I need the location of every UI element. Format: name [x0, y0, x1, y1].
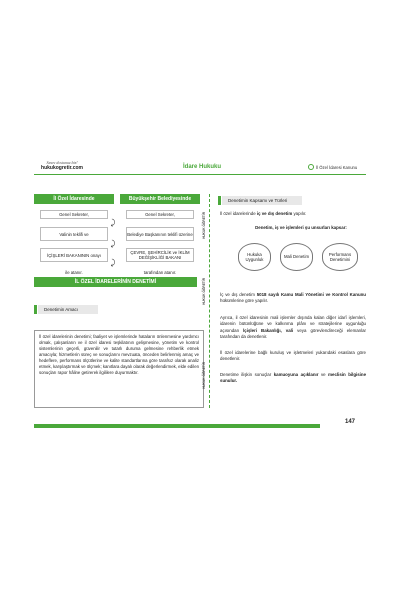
- scope-paragraph: [220, 211, 366, 217]
- logo-text: hukukogretir.com: [41, 165, 83, 171]
- text-bold: meclisin bilgisine sunulur.: [220, 372, 367, 384]
- logo: [34, 160, 90, 171]
- affiliates-paragraph: İl özel idarelerine bağlı kuruluş ve işletmeleri yukarıdaki esaslara göre denetlenir.: [220, 350, 366, 362]
- table-cell-left-2: [40, 227, 108, 241]
- column-divider: [209, 194, 210, 408]
- text: hükümlerine göre yapılır.: [220, 298, 269, 304]
- text: İl özel idarelerinde: [220, 211, 257, 216]
- curve-arrow-icon: ⤸: [110, 258, 116, 267]
- header-divider: [34, 174, 366, 175]
- page-number: 147: [345, 419, 356, 425]
- vertical-label: HUKUK ÖĞRETİR: [202, 278, 206, 305]
- text-bold: 5018 sayılı Kamu Mali Yönetimi ve Kontrol Kanunu: [256, 292, 366, 297]
- page-title: İdare Hukuku: [183, 164, 222, 170]
- sub-head-marker: [34, 305, 37, 314]
- logo-tagline: Sınav dostunuz biz!: [46, 160, 78, 165]
- sub-head-marker: [218, 196, 221, 205]
- curve-arrow-icon: ⤸: [110, 239, 116, 248]
- oval-item: Performans Denetimini: [322, 243, 358, 271]
- scope-heading: Denetim, iş ve işlemleri şu unsurları kapsar:: [255, 225, 347, 230]
- section-title: İL ÖZEL İDARELERİNİN DENETİMİ: [34, 277, 197, 287]
- vertical-label: HUKUK ÖĞRETİR: [202, 362, 206, 389]
- table-cell-left-2-text: Valinin teklifi ve: [59, 231, 89, 237]
- text-bold: İçişleri Bakanlığı, vali: [243, 327, 294, 333]
- text: ve: [318, 372, 329, 377]
- chapter-label-text: İl Özel İdaresi Kanunu: [316, 164, 358, 170]
- table-cell-right-3: ÇEVRE, ŞEHİRCİLİK ve İKLİM DEĞİŞİKLİĞİ BAKANI: [126, 248, 194, 262]
- text: Ayrıca, il özel idaresinin mali işlemler dışında kalan diğer idarî işlemleri, idarenin bütünlüğüne ve kalkınma plânı ve stratejilerine uygunluğu açısından: [220, 315, 366, 333]
- curve-arrow-icon: ⤸: [110, 218, 116, 227]
- purpose-box: İl özel idarelerinin denetimi; faaliyet ve işlemlerinde hataların önlenmesine yardımcı olmak, çalışanların ve il özel idaresi teşkilatının gelişmesine, yönetim ve kontrol sistemlerinin geçerli, güvenilir ve tutarlı duruma gelmesine rehberlik etmek amacıyla; hizmetlerin süreç ve sonuçlarını mevzuata, önceden belirlenmiş amaç ve hedeflere, performans ölçütlerine ve kalite standartlarına göre tarafsız olarak analiz etmek, karşılaştırmak ve ölçmek; kanıtlara dayalı olarak değerlendirmek, elde edilen sonuçları rapor hâline getirerek ilgililere duyurmaktır.: [34, 330, 204, 408]
- table-cell-right-4: tarafından atanır.: [126, 268, 194, 276]
- sub-head-right: Denetimin Kapsamı ve Türleri: [222, 196, 302, 205]
- text-bold: iç ve dış denetim: [256, 211, 293, 216]
- footer-bar: [34, 424, 320, 428]
- text: veya görevlendireceği elemanlar tarafından da denetlenir.: [220, 327, 366, 340]
- table-cell-left-3: İÇİŞLERİ BAKANININ onayı: [40, 248, 108, 262]
- chapter-label: [308, 164, 357, 170]
- table-head-left: İl Özel İdaresinde: [34, 194, 114, 204]
- oval-item: Mali Denetim: [280, 243, 313, 271]
- results-paragraph: [220, 372, 366, 385]
- table-cell-left-1: Genel Sekreter,: [40, 210, 108, 219]
- table-head-right: Büyükşehir Belediyesinde: [120, 194, 200, 204]
- table-cell-left-4: ile atanır.: [40, 268, 108, 276]
- text: Denetime ilişkin sonuçlar: [220, 372, 274, 377]
- circle-icon: [308, 164, 314, 170]
- oval-item: Hukuka Uygunluk: [238, 243, 271, 271]
- table-cell-right-2: Belediye Başkanının teklifi üzerine: [126, 227, 194, 241]
- sub-head-left: Denetimin Amacı: [38, 305, 98, 314]
- ministry-paragraph: [220, 315, 366, 341]
- law-paragraph: [220, 292, 366, 305]
- vertical-label: HUKUK ÖĞRETİR: [202, 212, 206, 239]
- text-bold: kamuoyuna açıklanır: [273, 372, 319, 377]
- text: İç ve dış denetim: [220, 292, 257, 297]
- table-cell-right-1: Genel Sekreter,: [126, 210, 194, 219]
- text: yapılır.: [292, 211, 307, 216]
